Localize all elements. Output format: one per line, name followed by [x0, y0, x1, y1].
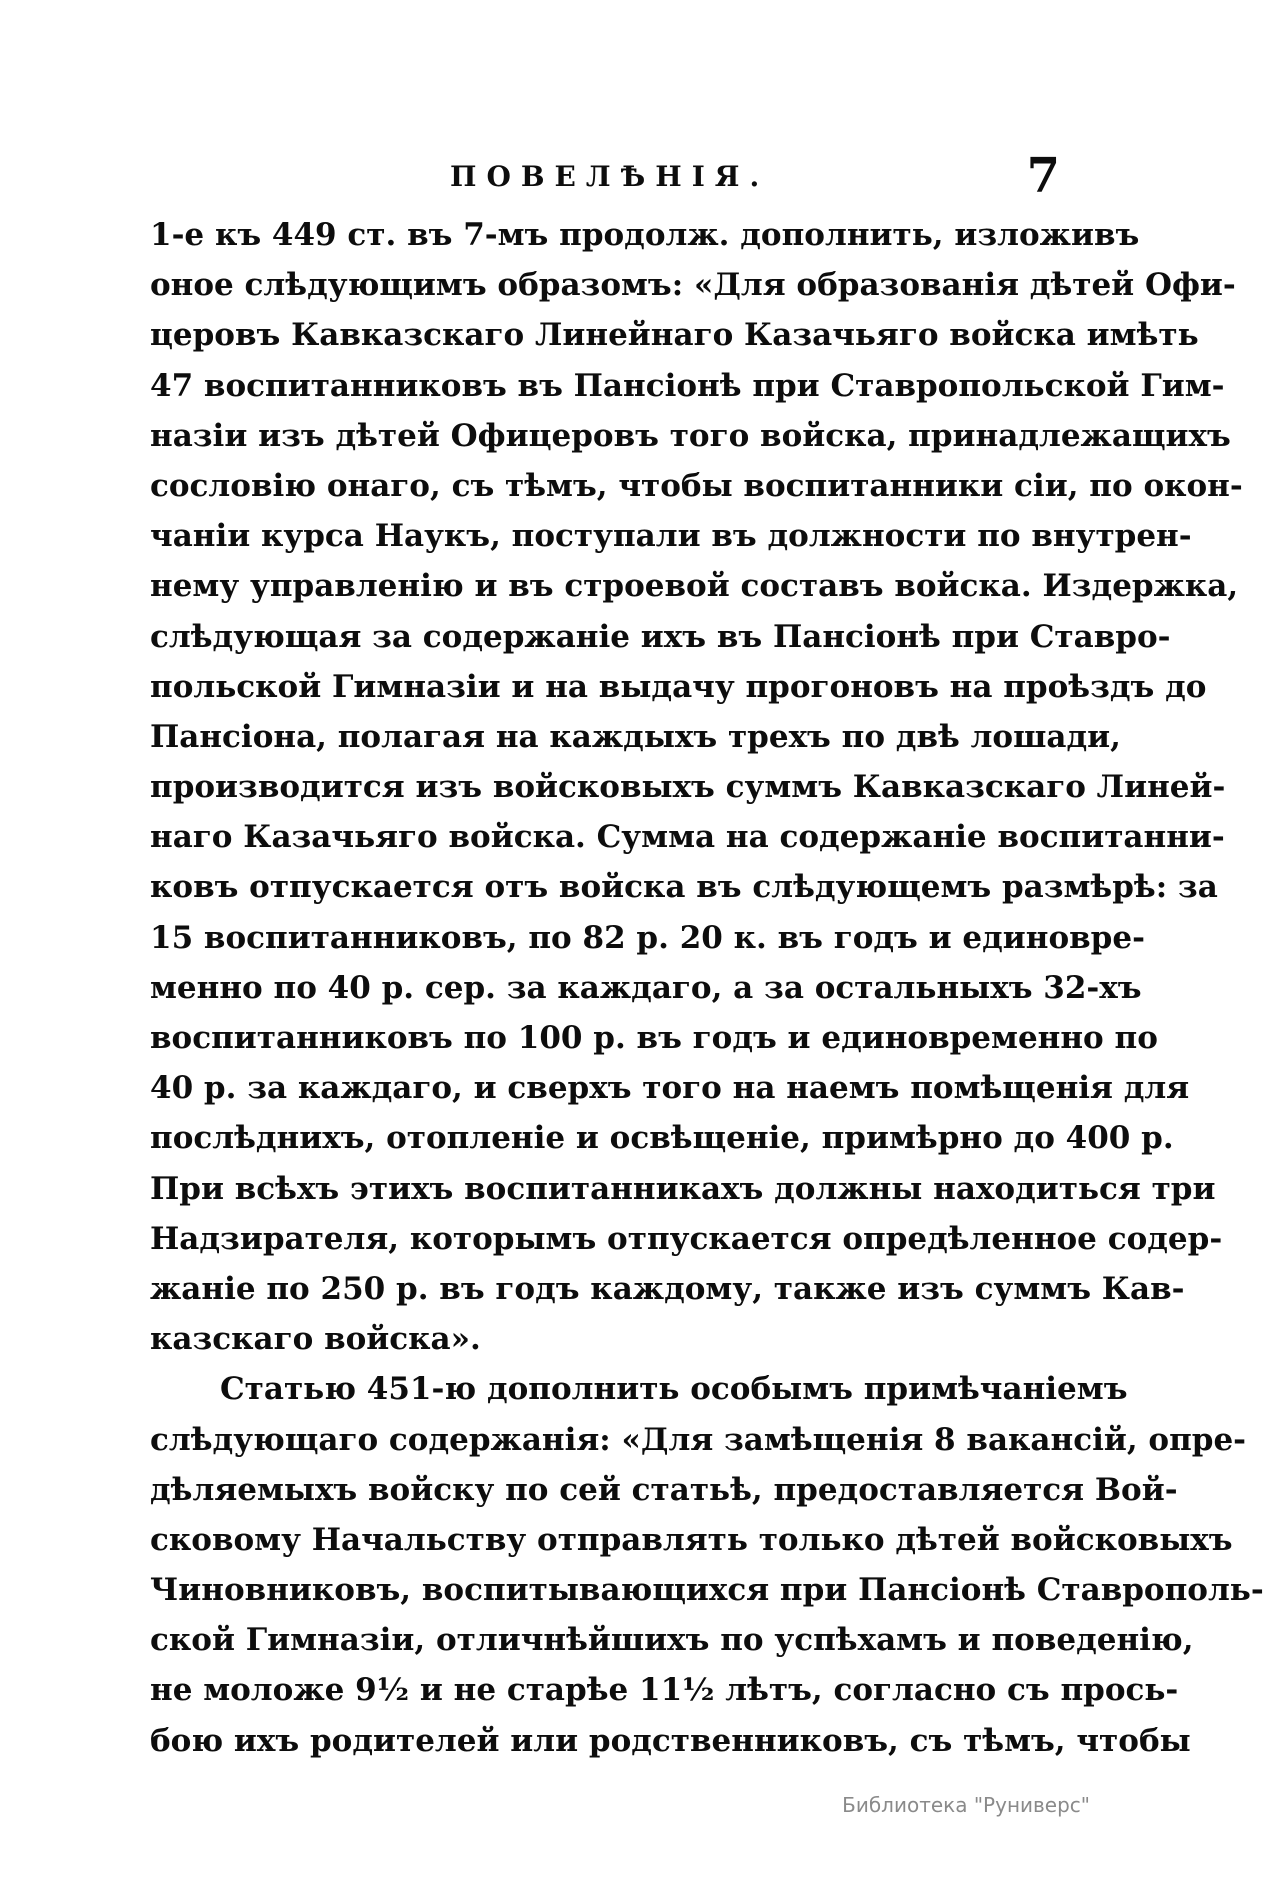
- text-line: производится изъ войсковыхъ суммъ Кавказскаго Линей-: [150, 769, 1226, 806]
- text-line: нему управленію и въ строевой составъ войска. Издержка,: [150, 568, 1239, 605]
- paragraph-first-line: Статью 451-ю дополнить особымъ примѣчаніемъ: [220, 1371, 1128, 1408]
- text-line: Чиновниковъ, воспитывающихся при Пансіонѣ Ставрополь-: [150, 1572, 1264, 1609]
- text-line: чаніи курса Наукъ, поступали въ должности по внутрен-: [150, 518, 1192, 555]
- page-header: [150, 148, 1060, 208]
- text-line: не моложе 9½ и не старѣе 11½ лѣтъ, согласно съ прось-: [150, 1672, 1179, 1709]
- text-line: дѣляемыхъ войску по сей статьѣ, предоставляется Вой-: [150, 1471, 1178, 1508]
- text-line: воспитанниковъ по 100 р. въ годъ и единовременно по: [150, 1020, 1158, 1056]
- text-line: Надзирателя, которымъ отпускается опредѣленное содер-: [150, 1220, 1223, 1257]
- library-watermark: Библиотека "Руниверс": [842, 1793, 1090, 1817]
- text-line: 40 р. за каждаго, и сверхъ того на наемъ помѣщенія для: [150, 1070, 1190, 1107]
- text-line: менно по 40 р. сер. за каждаго, а за остальныхъ 32-хъ: [150, 969, 1142, 1006]
- text-line: церовъ Кавказскаго Линейнаго Казачьяго войска имѣть: [150, 317, 1199, 354]
- text-line: наго Казачьяго войска. Сумма на содержаніе воспитанни-: [150, 819, 1225, 856]
- text-line: слѣдующаго содержанія: «Для замѣщенія 8 вакансій, опре-: [150, 1421, 1247, 1458]
- text-line: Пансіона, полагая на каждыхъ трехъ по двѣ лошади,: [150, 718, 1121, 755]
- running-title: ПОВЕЛѢНІЯ.: [450, 160, 770, 193]
- text-line: ской Гимназіи, отличнѣйшихъ по успѣхамъ и поведенію,: [150, 1622, 1194, 1659]
- text-line: 15 воспитанниковъ, по 82 р. 20 к. въ годъ и единовре-: [150, 919, 1145, 956]
- body-text: [150, 210, 1264, 1766]
- text-line: оное слѣдующимъ образомъ: «Для образованія дѣтей Офи-: [150, 267, 1236, 304]
- text-line: бою ихъ родителей или родственниковъ, съ тѣмъ, чтобы: [150, 1722, 1191, 1759]
- text-line: польской Гимназіи и на выдачу прогоновъ на проѣздъ до: [150, 668, 1207, 705]
- page-number: 7: [1026, 148, 1060, 204]
- paragraph-end-line: казскаго войска».: [150, 1321, 481, 1358]
- text-line: сословію онаго, съ тѣмъ, чтобы воспитанники сіи, по окон-: [150, 467, 1243, 504]
- text-line: 47 воспитанниковъ въ Пансіонѣ при Ставропольской Гим-: [150, 367, 1225, 404]
- text-line: слѣдующая за содержаніе ихъ въ Пансіонѣ при Ставро-: [150, 618, 1171, 655]
- text-line: 1-е къ 449 ст. въ 7-мъ продолж. дополнить, изложивъ: [150, 217, 1140, 253]
- text-line: сковому Начальству отправлять только дѣтей войсковыхъ: [150, 1521, 1233, 1558]
- text-line: назіи изъ дѣтей Офицеровъ того войска, принадлежащихъ: [150, 417, 1231, 454]
- text-line: послѣднихъ, отопленіе и освѣщеніе, примѣрно до 400 р.: [150, 1120, 1174, 1157]
- text-line: ковъ отпускается отъ войска въ слѣдующемъ размѣрѣ: за: [150, 869, 1218, 906]
- text-line: жаніе по 250 р. въ годъ каждому, также изъ суммъ Кав-: [150, 1270, 1185, 1307]
- text-line: При всѣхъ этихъ воспитанникахъ должны находиться три: [150, 1170, 1216, 1207]
